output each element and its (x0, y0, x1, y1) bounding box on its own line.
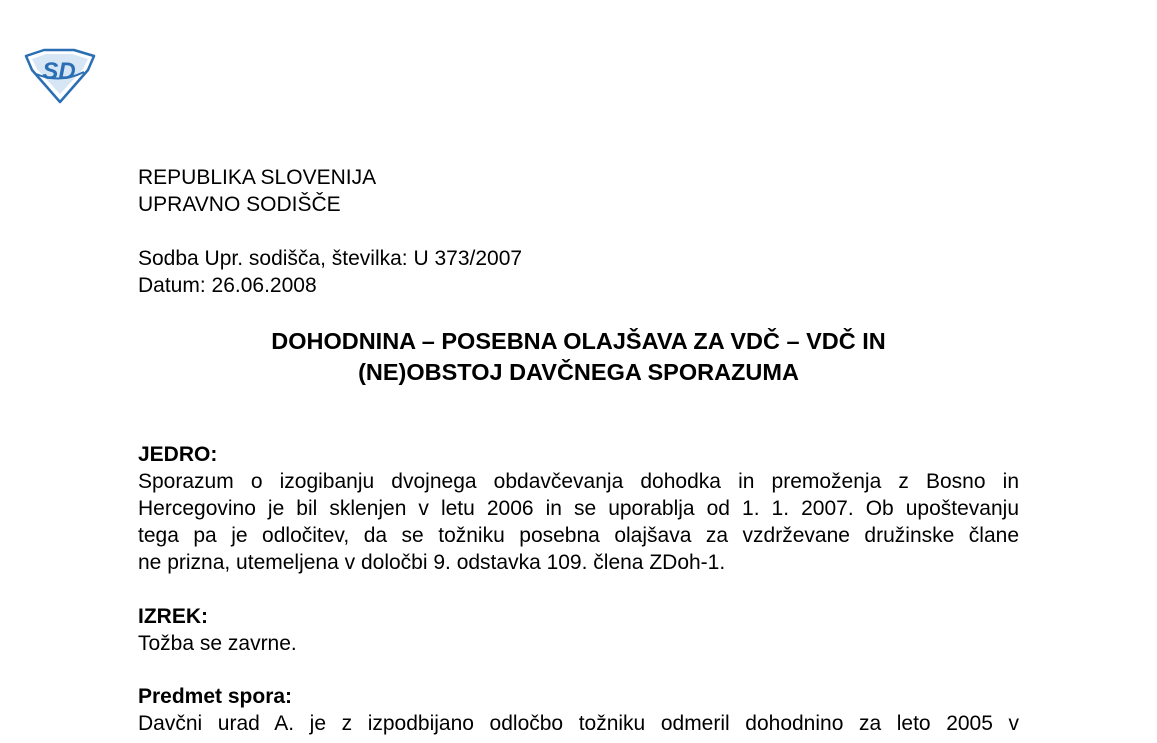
court-logo-icon (22, 48, 96, 104)
case-number: Sodba Upr. sodišča, številka: U 373/2007 (138, 247, 523, 270)
izrek-text: Tožba se zavrne. (138, 632, 297, 655)
izrek-heading: IZREK: (138, 605, 208, 628)
predmet-line: Davčni urad A. je z izpodbijano odločbo tožniku odmeril dohodnino za leto 2005 v (138, 712, 1019, 735)
jedro-line: ne prizna, utemeljena v določbi 9. odstavka 109. člena ZDoh-1. (138, 551, 726, 574)
jedro-line: Sporazum o izogibanju dvojnega obdavčevanja dohodka in premoženja z Bosno in (138, 470, 1019, 493)
institution-name: REPUBLIKA SLOVENIJA (138, 166, 377, 189)
jedro-line: tega pa je odločitev, da se tožniku posebna olajšava za vzdrževane družinske člane (138, 524, 1019, 547)
jedro-paragraph (138, 468, 1019, 576)
svg-text:SD: SD (42, 58, 76, 85)
court-name: UPRAVNO SODIŠČE (138, 193, 341, 216)
decision-date: Datum: 26.06.2008 (138, 274, 317, 297)
document-title-line-2: (NE)OBSTOJ DAVČNEGA SPORAZUMA (358, 359, 799, 385)
document-title-line-1: DOHODNINA – POSEBNA OLAJŠAVA ZA VDČ – VDČ IN (271, 328, 886, 354)
predmet-spora-heading: Predmet spora: (138, 685, 293, 708)
jedro-heading: JEDRO: (138, 443, 218, 466)
jedro-line: Hercegovino je bil sklenjen v letu 2006 in se uporablja od 1. 1. 2007. Ob upoštevanju (138, 497, 1019, 520)
predmet-spora-paragraph (138, 710, 1019, 737)
